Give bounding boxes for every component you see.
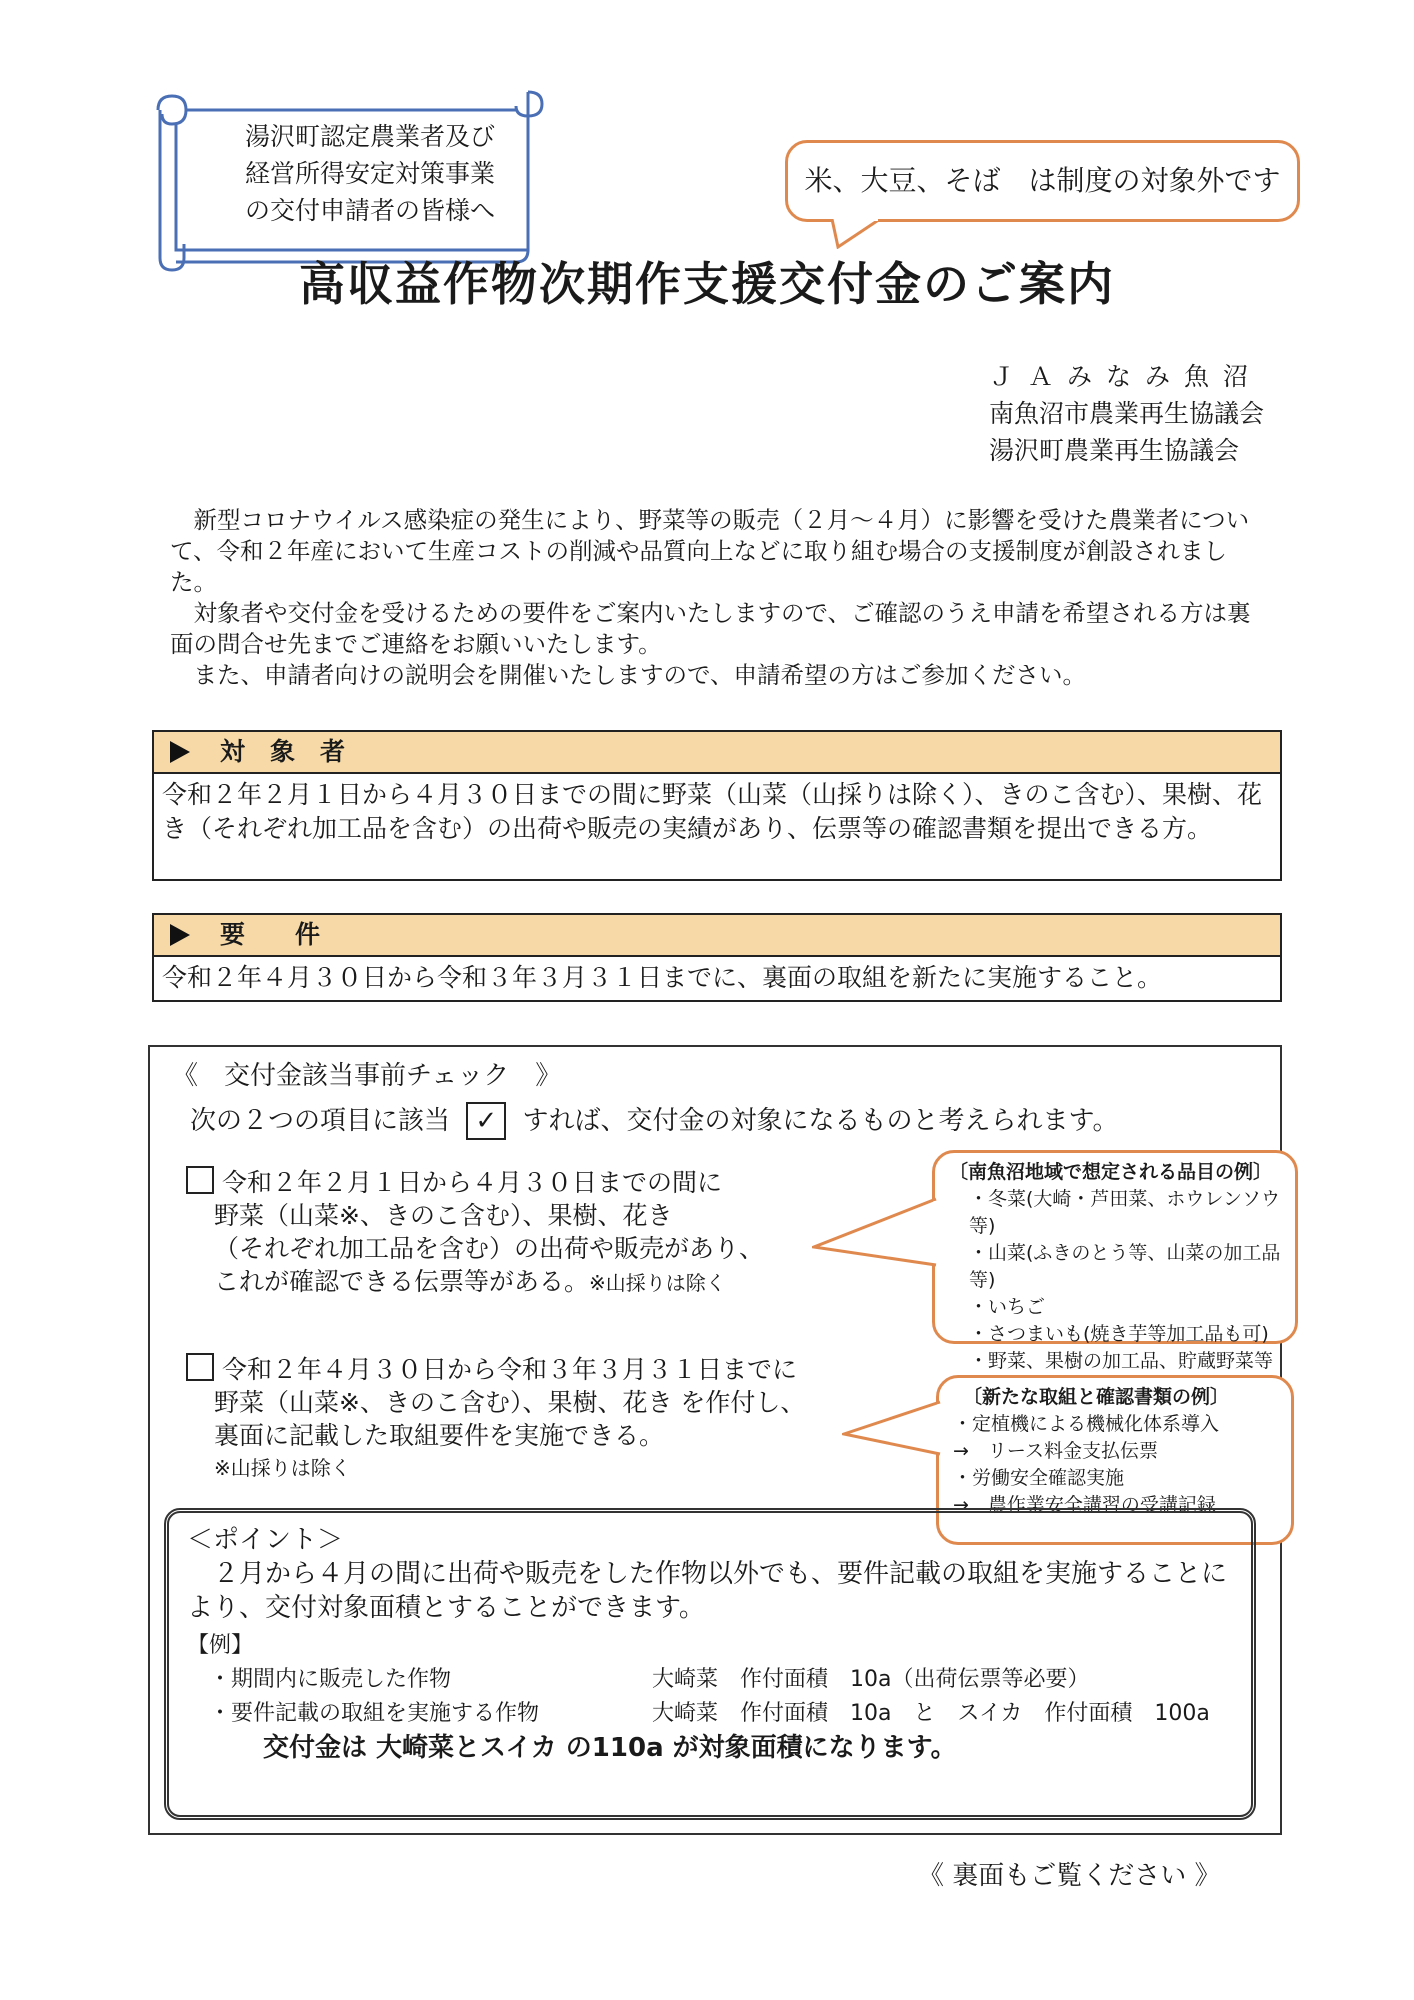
callout1-item: ・冬菜(大崎・芦田菜、ホウレンソウ等): [969, 1188, 1280, 1237]
checkbox-1[interactable]: [186, 1166, 214, 1194]
intro-text: [170, 505, 1260, 691]
target-heading: [154, 732, 1280, 774]
item1-line: これが確認できる伝票等がある。: [214, 1267, 590, 1296]
callout2-tail: [842, 1398, 942, 1462]
checkmark-box-icon: ✓: [466, 1102, 506, 1140]
callout2-item: → 農作業安全講習の受講記録: [953, 1494, 1216, 1516]
callout1-tail: [812, 1195, 938, 1275]
requirement-heading: [154, 915, 1280, 957]
callout2-item: ・労働安全確認実施: [953, 1467, 1125, 1489]
callout1-item: ・いちご: [969, 1296, 1046, 1318]
item1-line: （それぞれ加工品を含む）の出荷や販売があり、: [214, 1234, 765, 1263]
callout1-item: ・さつまいも(焼き芋等加工品も可): [969, 1323, 1269, 1345]
item1-line: 野菜（山菜※、きのこ含む）、果樹、花き: [214, 1201, 673, 1230]
checkbox-2[interactable]: [186, 1353, 214, 1381]
check-title: 《 交付金該当事前チェック 》: [172, 1061, 562, 1091]
example-2-left: ・要件記載の取組を実施する作物: [209, 1701, 540, 1726]
check-lead-before: 次の２つの項目に該当: [190, 1106, 451, 1136]
callout2-item: ・定植機による機械化体系導入: [953, 1413, 1220, 1435]
requirement-heading-label: 要 件: [220, 920, 321, 949]
check-lead-after: すれば、交付金の対象になるものと考えられます。: [522, 1106, 1119, 1136]
example-1-right: 大崎菜 作付面積 10a（出荷伝票等必要）: [652, 1667, 1090, 1692]
callout1-title: 〔南魚沼地域で想定される品目の例〕: [949, 1161, 1273, 1183]
intro-paragraph: また、申請者向けの説明会を開催いたしますので、申請希望の方はご参加ください。: [193, 661, 1087, 689]
audience-line: 湯沢町認定農業者及び: [244, 122, 495, 151]
example-row-1: [187, 1663, 1233, 1697]
item2-note: ※山採りは除く: [214, 1456, 351, 1480]
intro-paragraph: 対象者や交付金を受けるための要件をご案内いたしますので、ご確認のうえ申請を希望される方は裏面の問合せ先までご連絡をお願いいたします。: [170, 599, 1251, 658]
target-body: 令和２年２月１日から４月３０日までの間に野菜（山菜（山採りは除く）、きのこ含む）、果樹、花き（それぞれ加工品を含む）の出荷や販売の実績があり、伝票等の確認書類を提出できる方。: [162, 780, 1263, 843]
example-2-right: 大崎菜 作付面積 10a と スイカ 作付面積 100a: [652, 1701, 1210, 1726]
target-heading-label: 対 象 者: [220, 737, 346, 766]
org-yuzawa: 湯沢町農業再生協議会: [988, 436, 1239, 465]
item1-note: ※山採りは除く: [589, 1271, 726, 1295]
item1-line: 令和２年２月１日から４月３０日までの間に: [221, 1168, 722, 1197]
example-1-left: ・期間内に販売した作物: [209, 1667, 452, 1692]
intro-paragraph: 新型コロナウイルス感染症の発生により、野菜等の販売（２月～４月）に影響を受けた農業者について、令和２年産において生産コストの削減や品質向上などに取り組む場合の支援制度が創設されました。: [170, 506, 1250, 596]
org-minamiuonuma: 南魚沼市農業再生協議会: [988, 399, 1264, 428]
point-conclusion: 交付金は 大崎菜とスイカ の110a が対象面積になります。: [263, 1733, 957, 1763]
item2-line: 令和２年４月３０日から令和３年３月３１日までに: [221, 1355, 797, 1384]
callout-item-examples: [932, 1150, 1298, 1372]
footer-note: 《 裏面もご覧ください 》: [918, 1861, 1221, 1891]
example-label: 【例】: [187, 1633, 254, 1658]
point-title: ＜ポイント＞: [187, 1525, 344, 1555]
point-box: [164, 1508, 1256, 1820]
target-section: [152, 730, 1282, 881]
item2-line: 野菜（山菜※、きのこ含む）、果樹、花き を作付し、: [214, 1388, 806, 1417]
org-ja: ＪＡみなみ魚沼: [988, 362, 1262, 391]
check-item-1: [186, 1166, 764, 1300]
audience-banner: [190, 118, 550, 229]
bubble-tail: [830, 219, 890, 249]
point-body: ２月から４月の間に出荷や販売をした作物以外でも、要件記載の取組を実施することにより、交付対象面積とすることができます。: [187, 1559, 1228, 1623]
triangle-icon: [170, 741, 190, 763]
audience-line: の交付申請者の皆様へ: [244, 196, 495, 225]
requirement-section: [152, 913, 1282, 1002]
audience-line: 経営所得安定対策事業: [244, 159, 495, 188]
check-item-2: [186, 1353, 805, 1485]
check-lead: [190, 1100, 1118, 1140]
requirement-body: 令和２年４月３０日から令和３年３月３１日までに、裏面の取組を新たに実施すること。: [162, 963, 1163, 992]
callout1-item: ・山菜(ふきのとう等、山菜の加工品等): [969, 1242, 1281, 1291]
organizations: [989, 358, 1264, 469]
triangle-icon: [170, 924, 190, 946]
callout2-title: 〔新たな取組と確認書類の例〕: [963, 1386, 1230, 1408]
page-title: 高収益作物次期作支援交付金のご案内: [299, 257, 1115, 311]
callout2-item: → リース料金支払伝票: [953, 1440, 1158, 1462]
item2-line: 裏面に記載した取組要件を実施できる。: [214, 1421, 665, 1450]
example-row-2: [187, 1697, 1233, 1731]
callout1-item: ・野菜、果樹の加工品、貯蔵野菜等: [969, 1350, 1274, 1372]
exclusion-bubble: 米、大豆、そば は制度の対象外です: [785, 140, 1300, 222]
